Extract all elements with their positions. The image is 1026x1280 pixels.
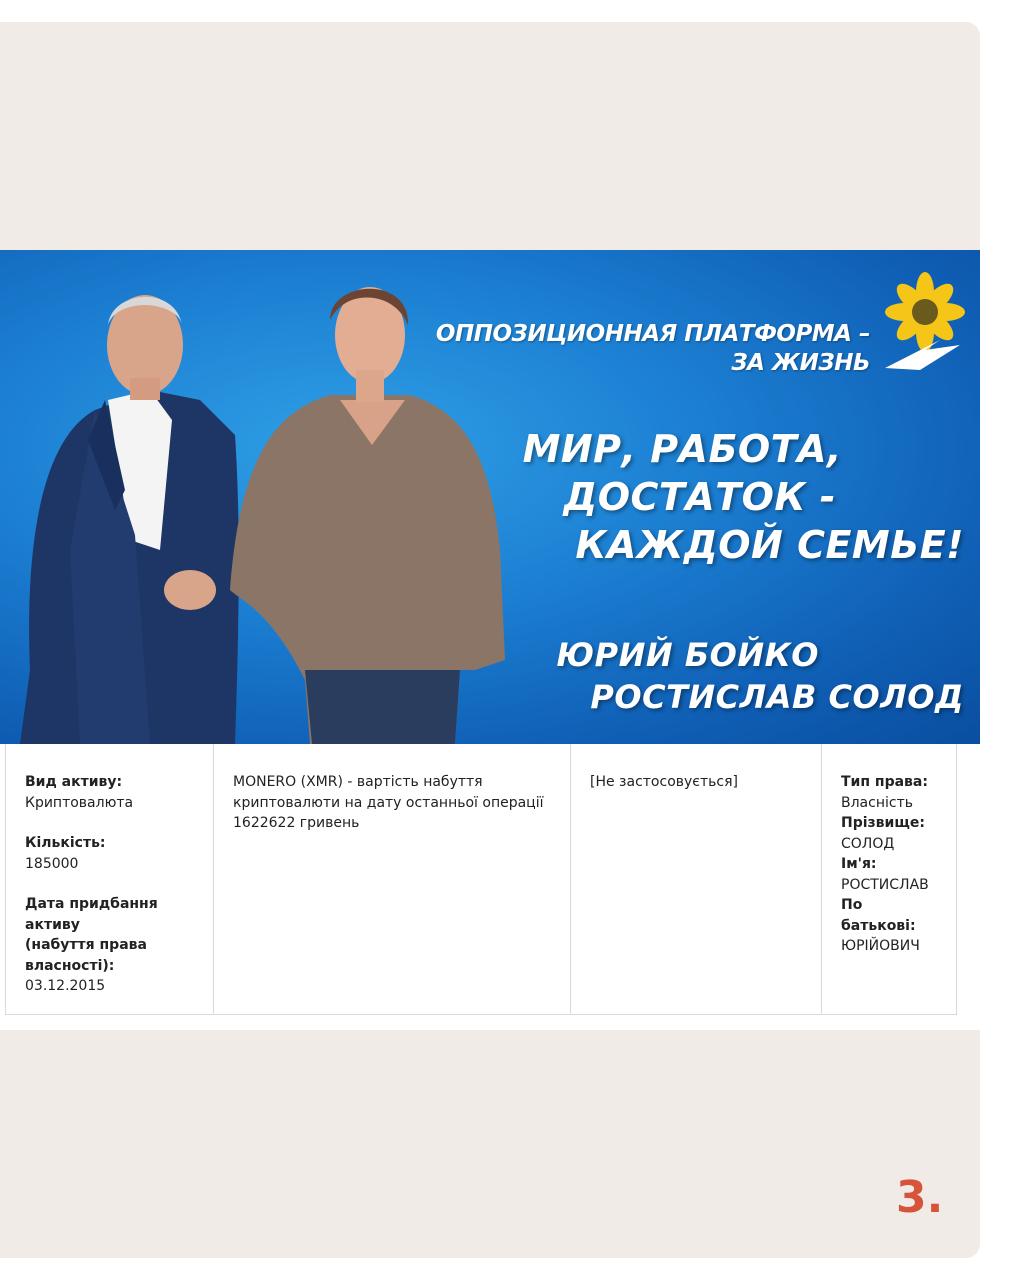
quantity-label: Кількість: [25, 835, 106, 851]
surname-value: СОЛОД [841, 835, 895, 852]
not-applicable-text: [Не застосовується] [590, 774, 738, 790]
quantity-value: 185000 [25, 855, 79, 872]
campaign-banner [0, 250, 980, 744]
page-number: 3. [896, 1172, 944, 1223]
asset-description-cell [214, 744, 571, 1014]
candidate-names [557, 634, 964, 718]
patronymic-label: По батькові: [841, 897, 916, 934]
older-man-figure [20, 295, 239, 744]
surname-label: Прізвище: [841, 815, 925, 831]
description-line-2: криптовалюти на дату останньої операції [233, 794, 544, 811]
description-line-3: 1622622 гривень [233, 815, 360, 831]
right-type-value: Власність [841, 794, 913, 811]
name-value: РОСТИСЛАВ [841, 876, 929, 893]
candidate-1: ЮРИЙ БОЙКО [556, 636, 819, 674]
party-line-2: ЗА ЖИЗНЬ [731, 350, 870, 376]
top-background-panel [0, 22, 980, 252]
candidate-2: РОСТИСЛАВ СОЛОД [590, 678, 964, 716]
handshake [164, 570, 216, 610]
right-type-label: Тип права: [841, 774, 928, 790]
patronymic-value: ЮРІЙОВИЧ [841, 938, 920, 954]
slogan [523, 425, 964, 569]
acquisition-date-label-2: (набуття права [25, 937, 147, 953]
asset-type-label: Вид активу: [25, 774, 123, 790]
owner-cell [822, 744, 956, 1014]
party-name [436, 320, 870, 378]
sunflower-logo [885, 272, 965, 370]
name-label: Ім'я: [841, 856, 877, 872]
slogan-line-1: МИР, РАБОТА, [522, 427, 842, 471]
party-line-1: ОППОЗИЦИОННАЯ ПЛАТФОРМА – [435, 321, 870, 347]
acquisition-date-label-3: власності): [25, 957, 115, 974]
acquisition-date-label-1: Дата придбання активу [25, 896, 158, 933]
slogan-line-3: КАЖДОЙ СЕМЬЕ! [575, 523, 964, 567]
not-applicable-cell [571, 744, 822, 1014]
asset-type-value: Криптовалюта [25, 794, 134, 811]
bottom-background-panel [0, 1030, 980, 1258]
description-line-1: MONERO (XMR) - вартість набуття [233, 774, 483, 790]
asset-info-cell [6, 744, 214, 1014]
asset-declaration-table [5, 744, 957, 1015]
acquisition-date-value: 03.12.2015 [25, 978, 106, 994]
slogan-line-2: ДОСТАТОК - [563, 475, 836, 519]
